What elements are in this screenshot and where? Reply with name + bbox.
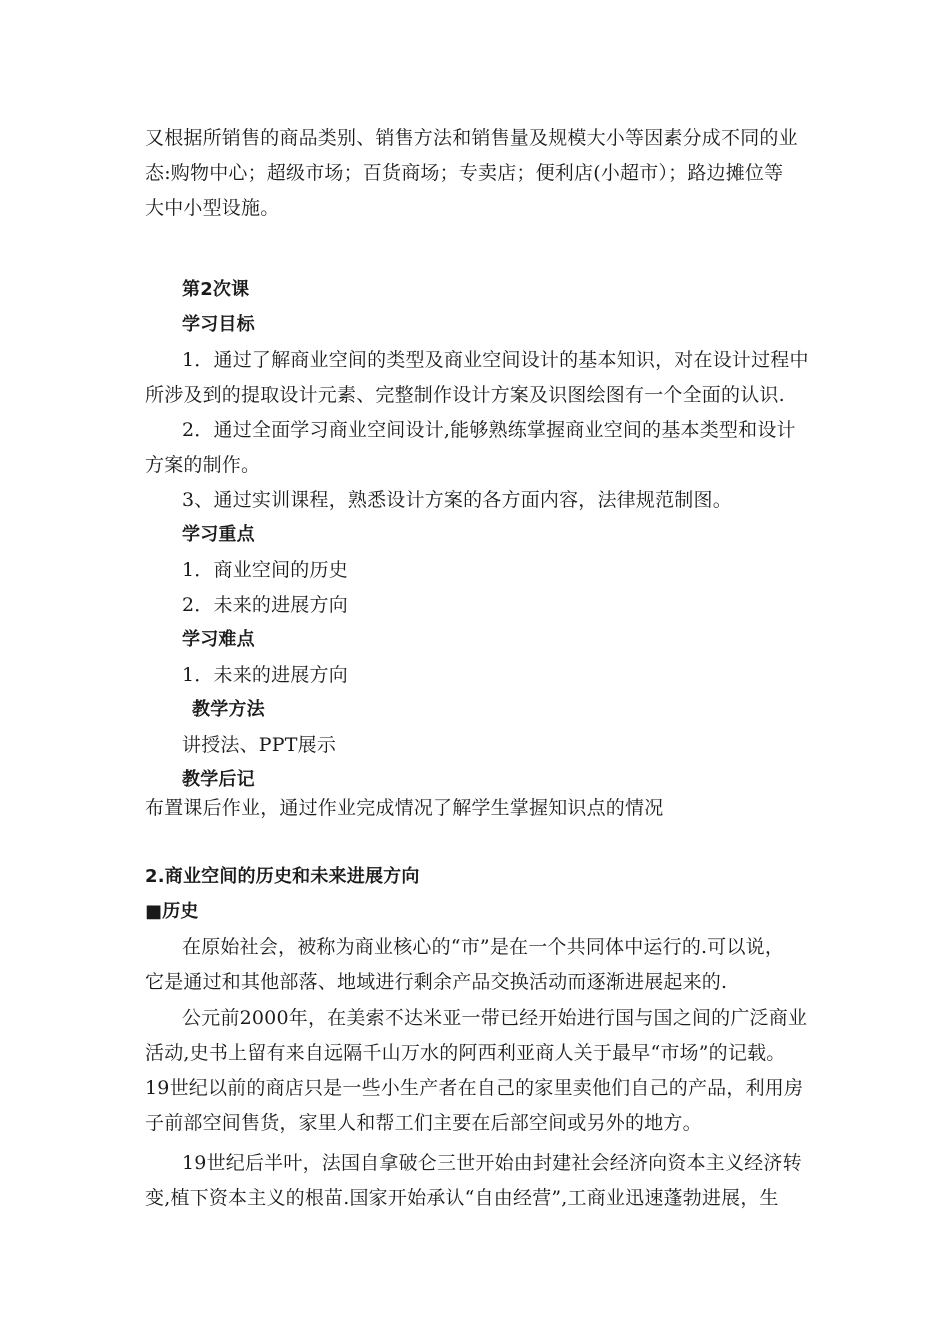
goal-1-line-1: 1．通过了解商业空间的类型及商业空间设计的基本知识，对在设计过程中: [182, 349, 809, 371]
history-p2-line-3: 19世纪以前的商店只是一些小生产者在自己的家里卖他们自己的产品，利用房: [145, 1077, 804, 1099]
history-p2-line-4: 子前部空间售货，家里人和帮工们主要在后部空间或另外的地方。: [145, 1112, 702, 1134]
notes-heading: 教学后记: [182, 769, 255, 790]
lesson-title: 第2次课: [182, 279, 250, 300]
history-p1-line-1: 在原始社会，被称为商业核心的“市”是在一个共同体中运行的.可以说，: [182, 936, 785, 958]
method-heading: 教学方法: [192, 699, 265, 720]
notes-text: 布置课后作业，通过作业完成情况了解学生掌握知识点的情况: [145, 797, 664, 819]
history-p2-line-1: 公元前2000年，在美索不达米亚一带已经开始进行国与国之间的广泛商业: [182, 1007, 808, 1029]
difficulty-heading: 学习难点: [182, 629, 255, 650]
intro-line-1: 又根据所销售的商品类别、销售方法和销售量及规模大小等因素分成不同的业: [145, 127, 798, 149]
goals-heading: 学习目标: [182, 314, 255, 335]
goal-1-line-2: 所涉及到的提取设计元素、完整制作设计方案及识图绘图有一个全面的认识.: [145, 384, 785, 406]
intro-line-3: 大中小型设施。: [145, 197, 280, 219]
key-points-heading: 学习重点: [182, 524, 255, 545]
history-p3-line-1: 19世纪后半叶，法国自拿破仑三世开始由封建社会经济向资本主义经济转: [182, 1152, 802, 1174]
difficulty-1: 1．未来的进展方向: [182, 664, 348, 686]
history-p2-line-2: 活动,史书上留有来自远隔千山万水的阿西利亚商人关于最早“市场”的记载。: [145, 1042, 786, 1064]
intro-line-2: 态:购物中心；超级市场；百货商场；专卖店；便利店(小超市）；路边摊位等: [145, 162, 784, 184]
method-text: 讲授法、PPT展示: [182, 734, 337, 756]
goal-3: 3、通过实训课程，熟悉设计方案的各方面内容，法律规范制图。: [182, 489, 732, 511]
key-point-1: 1．商业空间的历史: [182, 559, 348, 581]
goal-2-line-1: 2．通过全面学习商业空间设计,能够熟练掌握商业空间的基本类型和设计: [182, 419, 796, 441]
goal-2-line-2: 方案的制作。: [145, 454, 261, 476]
history-p3-line-2: 变,植下资本主义的根苗.国家开始承认“自由经营”,工商业迅速蓬勃进展，生: [145, 1187, 779, 1209]
key-point-2: 2．未来的进展方向: [182, 594, 348, 616]
history-p1-line-2: 它是通过和其他部落、地域进行剩余产品交换活动而逐渐进展起来的.: [145, 971, 728, 993]
section-title: 2.商业空间的历史和未来进展方向: [145, 866, 420, 887]
history-heading: ■历史: [145, 901, 199, 922]
